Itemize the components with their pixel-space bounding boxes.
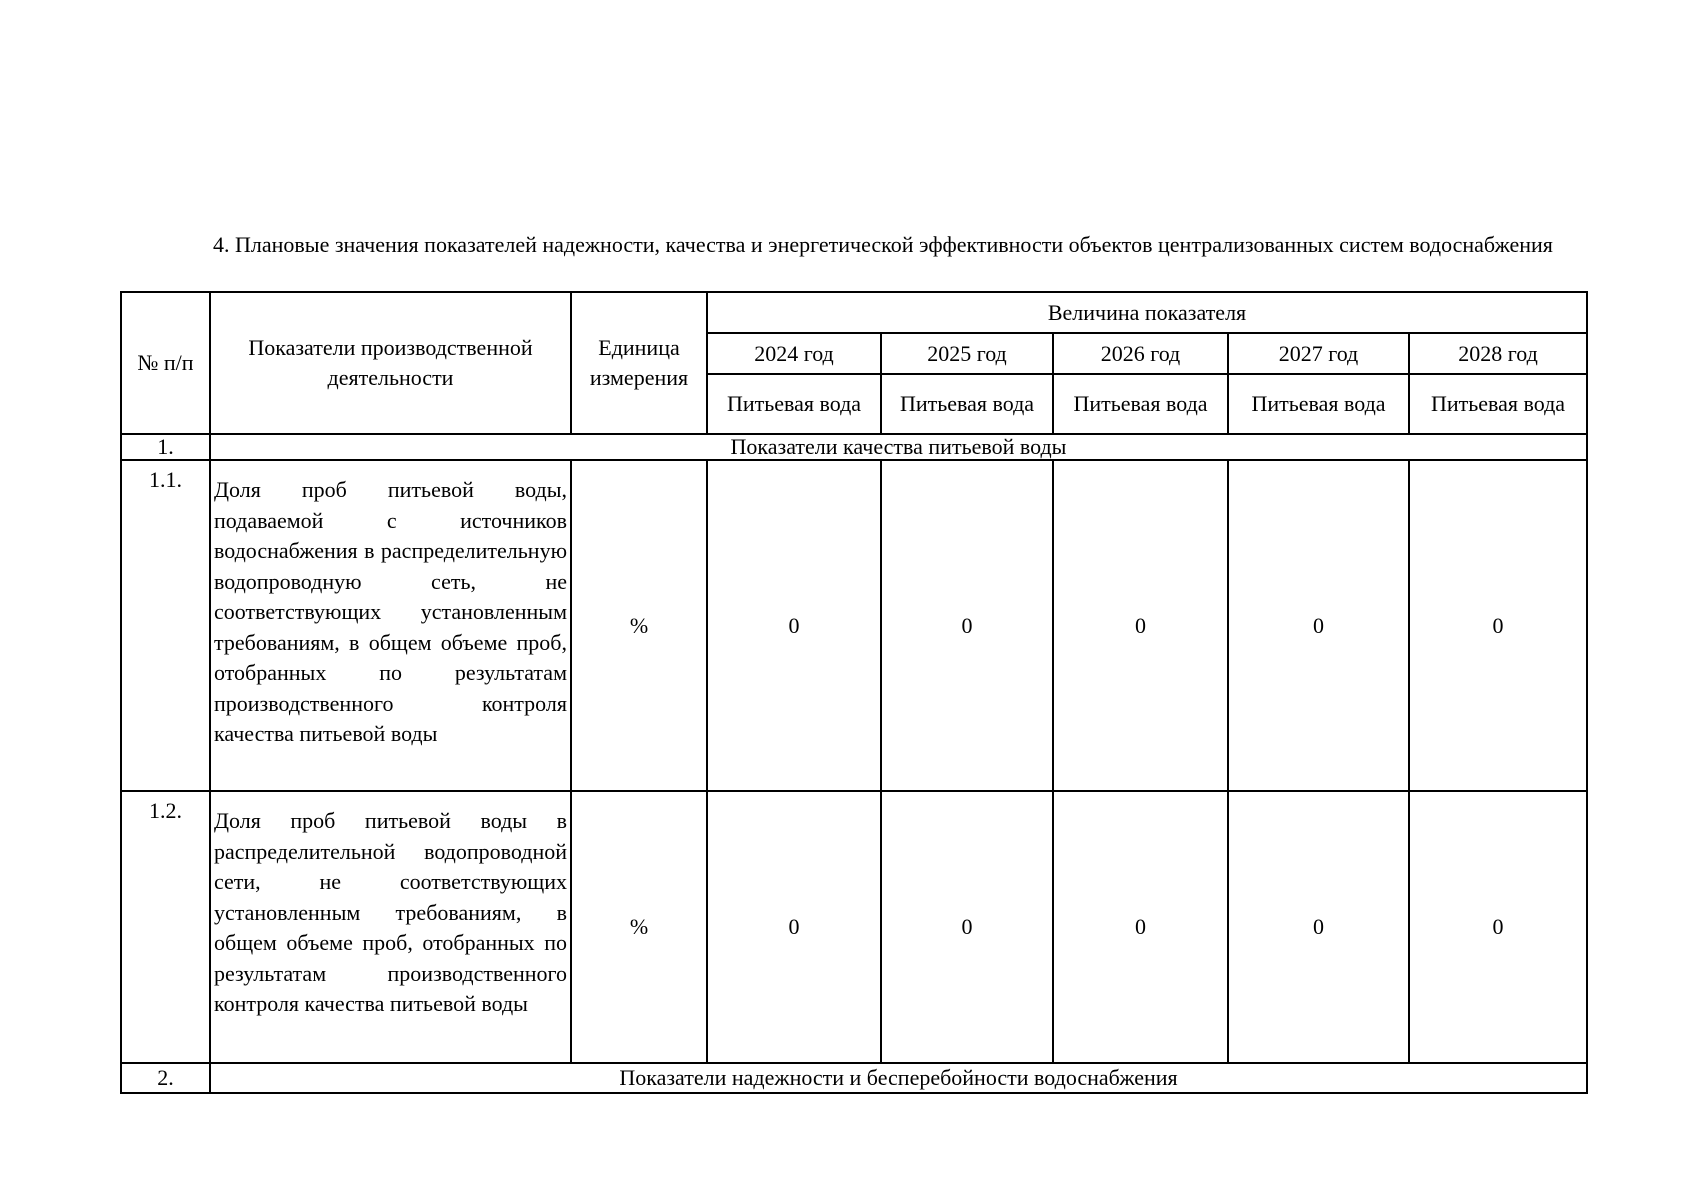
row-value: 0 bbox=[1409, 791, 1587, 1063]
row-value: 0 bbox=[881, 460, 1053, 791]
row-value: 0 bbox=[707, 791, 881, 1063]
header-water-type: Питьевая вода bbox=[1053, 374, 1228, 434]
row-value: 0 bbox=[1228, 460, 1409, 791]
row-value: 0 bbox=[1053, 791, 1228, 1063]
section-row bbox=[121, 1063, 1587, 1093]
header-value-group: Величина показателя bbox=[707, 292, 1587, 333]
document-title: 4. Плановые значения показателей надежности, качества и энергетической эффективности объектов централизованных систем водоснабжения bbox=[213, 232, 1553, 257]
table-row bbox=[121, 791, 1587, 1063]
row-value: 0 bbox=[707, 460, 881, 791]
row-unit: % bbox=[571, 791, 707, 1063]
section-row bbox=[121, 434, 1587, 460]
row-num: 1.1. bbox=[121, 460, 210, 791]
header-num: № п/п bbox=[121, 292, 210, 434]
header-water-type: Питьевая вода bbox=[1409, 374, 1587, 434]
header-unit: Единица измерения bbox=[571, 292, 707, 434]
header-indicator: Показатели производственной деятельности bbox=[210, 292, 571, 434]
header-water-type: Питьевая вода bbox=[881, 374, 1053, 434]
row-indicator: Доля проб питьевой воды, подаваемой с источников водоснабжения в распределительную водопроводную сеть, не соответствующих установленным требованиям, в общем объеме проб, отобранных по результатам производственного контроля качества питьевой воды bbox=[210, 460, 571, 791]
header-water-type: Питьевая вода bbox=[1228, 374, 1409, 434]
header-year: 2024 год bbox=[707, 333, 881, 374]
indicators-table bbox=[120, 291, 1588, 1094]
header-row-1 bbox=[121, 292, 1587, 333]
row-num: 1.2. bbox=[121, 791, 210, 1063]
section-num: 2. bbox=[121, 1063, 210, 1093]
header-year: 2027 год bbox=[1228, 333, 1409, 374]
header-year: 2026 год bbox=[1053, 333, 1228, 374]
header-water-type: Питьевая вода bbox=[707, 374, 881, 434]
table-row bbox=[121, 460, 1587, 791]
header-year: 2025 год bbox=[881, 333, 1053, 374]
row-value: 0 bbox=[881, 791, 1053, 1063]
row-value: 0 bbox=[1053, 460, 1228, 791]
row-indicator: Доля проб питьевой воды в распределительной водопроводной сети, не соответствующих установленным требованиям, в общем объеме проб, отобранных по результатам производственного контроля качества питьевой воды bbox=[210, 791, 571, 1063]
row-value: 0 bbox=[1409, 460, 1587, 791]
row-value: 0 bbox=[1228, 791, 1409, 1063]
section-title: Показатели качества питьевой воды bbox=[210, 434, 1587, 460]
header-year: 2028 год bbox=[1409, 333, 1587, 374]
section-title: Показатели надежности и бесперебойности водоснабжения bbox=[210, 1063, 1587, 1093]
row-unit: % bbox=[571, 460, 707, 791]
section-num: 1. bbox=[121, 434, 210, 460]
